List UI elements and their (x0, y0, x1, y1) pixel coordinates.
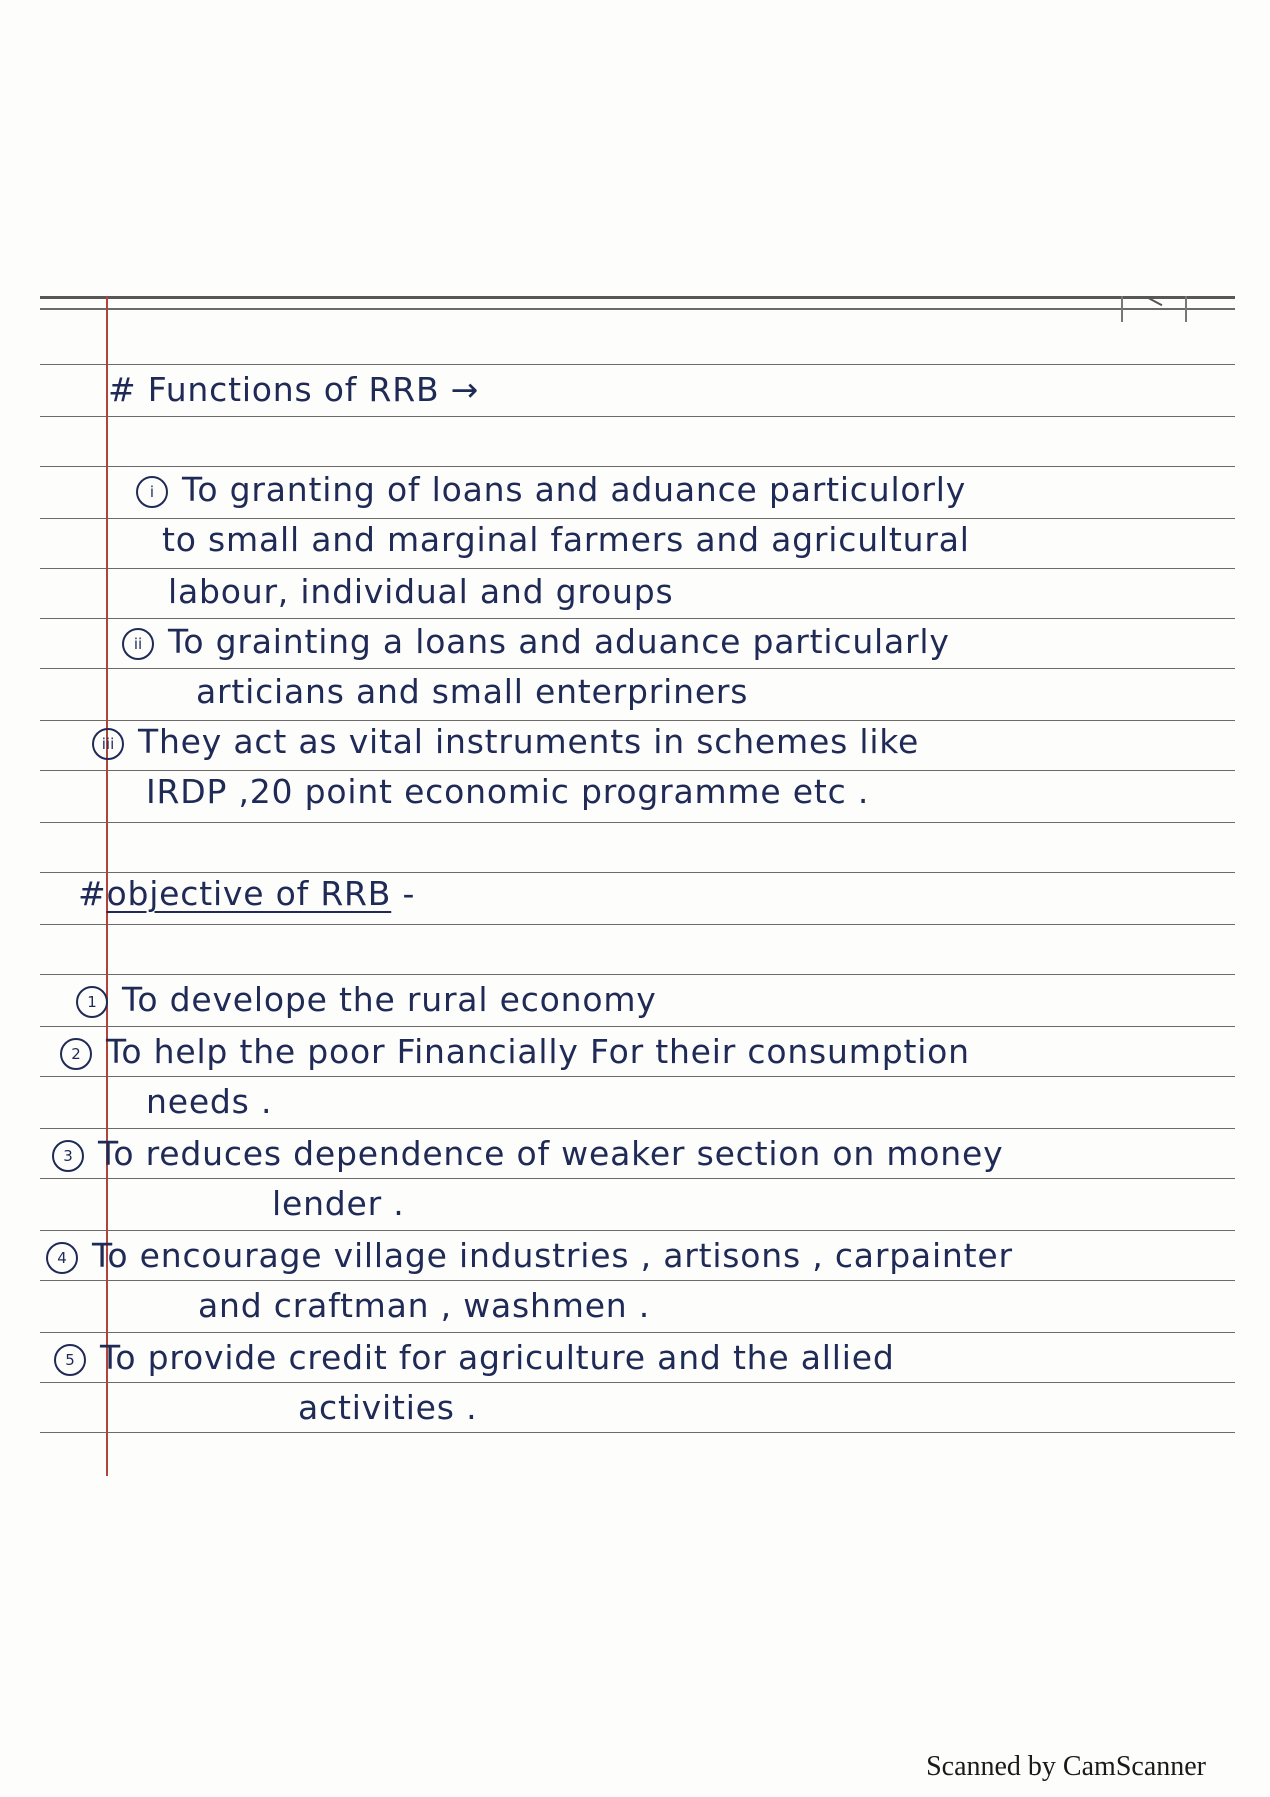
rule-line (40, 568, 1235, 569)
rule-line (40, 720, 1235, 721)
item-marker: ii (122, 628, 154, 660)
rule-line (40, 1382, 1235, 1383)
rule-line (40, 770, 1235, 771)
item-marker: 4 (46, 1242, 78, 1274)
corner-mark (1121, 296, 1187, 322)
rule-line (40, 1432, 1235, 1433)
rule-line (40, 1076, 1235, 1077)
rule-line (40, 466, 1235, 467)
objective-heading: #objective of RRB - (78, 874, 416, 913)
objective-item-3-line-1: 3 To reduces dependence of weaker section on money (52, 1134, 1003, 1173)
rule-line (40, 1026, 1235, 1027)
top-rule-secondary (40, 308, 1235, 310)
rule-line (40, 974, 1235, 975)
objective-item-3-line-2: lender . (272, 1184, 405, 1223)
function-item-1-line-1: i To granting of loans and aduance particulorly (136, 470, 966, 509)
objective-item-5-line-2: activities . (298, 1388, 478, 1427)
rule-line (40, 518, 1235, 519)
rule-line (40, 1178, 1235, 1179)
scanner-watermark: Scanned by CamScanner (926, 1751, 1206, 1782)
function-item-3-line-1: iii They act as vital instruments in schemes like (92, 722, 919, 761)
function-item-2-line-1: ii To grainting a loans and aduance particularly (122, 622, 950, 661)
rule-line (40, 1332, 1235, 1333)
objective-item-4-line-2: and craftman , washmen . (198, 1286, 651, 1325)
item-marker: 2 (60, 1038, 92, 1070)
item-marker: iii (92, 728, 124, 760)
rule-line (40, 1230, 1235, 1231)
objective-item-2-line-1: 2 To help the poor Financially For their consumption (60, 1032, 970, 1071)
objective-item-4-line-1: 4 To encourage village industries , artisons , carpainter (46, 1236, 1013, 1275)
functions-heading: # Functions of RRB → (108, 370, 480, 409)
function-item-2-line-2: articians and small enterpriners (196, 672, 749, 711)
top-rule (40, 296, 1235, 299)
objective-item-5-line-1: 5 To provide credit for agriculture and the allied (54, 1338, 895, 1377)
function-item-1-line-3: labour, individual and groups (168, 572, 674, 611)
rule-line (40, 822, 1235, 823)
rule-line (40, 364, 1235, 365)
objective-item-2-line-2: needs . (146, 1082, 273, 1121)
rule-line (40, 1280, 1235, 1281)
rule-line (40, 618, 1235, 619)
item-marker: 5 (54, 1344, 86, 1376)
function-item-1-line-2: to small and marginal farmers and agricultural (162, 520, 970, 559)
rule-line (40, 924, 1235, 925)
rule-line (40, 668, 1235, 669)
rule-line (40, 416, 1235, 417)
rule-line (40, 1128, 1235, 1129)
item-marker: i (136, 476, 168, 508)
objective-item-1-line-1: 1 To develope the rural economy (76, 980, 657, 1019)
function-item-3-line-2: IRDP ,20 point economic programme etc . (146, 772, 870, 811)
rule-line (40, 872, 1235, 873)
item-marker: 1 (76, 986, 108, 1018)
item-marker: 3 (52, 1140, 84, 1172)
